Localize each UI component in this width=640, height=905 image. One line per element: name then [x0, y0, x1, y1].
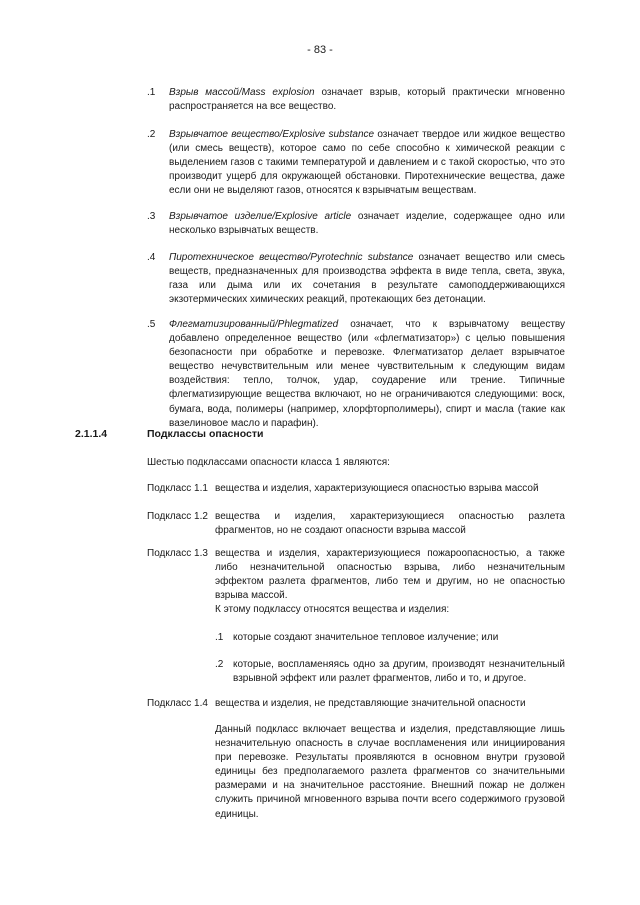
subclass-1-3-intro: К этому подклассу относятся вещества и изделия:: [215, 604, 450, 615]
subclass-text: вещества и изделия, характеризующиеся пожароопасностью, а также либо незначительной опасностью взрыва, либо незначительным эффектом разлета фрагментов, либо тем и другим, но не опасностью взрыва массой.: [215, 548, 565, 602]
subclass-1-2: [147, 510, 565, 538]
subclass-1-3-item-1: [215, 631, 565, 645]
subclass-label: Подкласс 1.2: [147, 511, 208, 522]
definition-text: означает взрыв, который практически мгновенно распространяется на все вещество.: [169, 87, 565, 113]
definition-number: .3: [147, 211, 156, 222]
definition-term: Взрывчатое изделие/Explosive article: [169, 211, 352, 222]
definition-2: [147, 128, 565, 198]
item-text: которые, воспламеняясь одно за другим, производят незначительный взрывной эффект или разлет фрагментов, либо и то, и другое.: [233, 659, 565, 685]
definition-number: .5: [147, 319, 156, 330]
section-number: 2.1.1.4: [75, 428, 108, 440]
subclass-text: вещества и изделия, характеризующиеся опасностью взрыва массой: [215, 483, 539, 494]
section-title: Подклассы опасности: [147, 428, 264, 440]
definition-4: [147, 251, 565, 307]
definition-text: означает вещество или смесь веществ, предназначенных для производства эффекта в виде тепла, света, звука, газа или дыма или их сочетания в результате самоподдерживающихся экзотермических химических реакций, протекающих без детонации.: [169, 252, 566, 306]
definition-3: [147, 210, 565, 238]
subclass-1-3: [147, 547, 565, 603]
definition-term: Флегматизированный/Phlegmatized: [169, 319, 339, 330]
subclass-1-4: [147, 697, 565, 711]
definition-term: Взрыв массой/Mass explosion: [169, 87, 315, 98]
definition-5: [147, 318, 565, 431]
subclass-1-1: [147, 482, 565, 496]
subclass-1-4-description: Данный подкласс включает вещества и изделия, представляющие лишь незначительную опасность в случае воспламенения или инициирования при перевозке. Результаты проявляются в основном внутри грузовой единицы без предполагаемого разлета фрагментов со значительными размерами и на значительное расстояние. Внешний пожар не должен служить причиной мгновенного взрыва почти всего содержимого грузовой единицы.: [215, 724, 565, 820]
subclass-label: Подкласс 1.1: [147, 483, 208, 494]
subclass-1-3-item-2: [215, 658, 565, 686]
page-number: - 83 -: [307, 44, 333, 56]
subclass-label: Подкласс 1.3: [147, 548, 208, 559]
definition-number: .2: [147, 129, 156, 140]
definition-1: [147, 86, 565, 114]
item-number: .1: [215, 632, 224, 643]
definition-term: Пиротехническое вещество/Pyrotechnic substance: [169, 252, 414, 263]
definition-number: .1: [147, 87, 156, 98]
item-number: .2: [215, 659, 224, 670]
definition-number: .4: [147, 252, 156, 263]
item-text: которые создают значительное тепловое излучение; или: [233, 632, 499, 643]
subclass-label: Подкласс 1.4: [147, 698, 208, 709]
definition-term: Взрывчатое вещество/Explosive substance: [169, 129, 375, 140]
definition-text: означает изделие, содержащее одно или несколько взрывчатых веществ.: [169, 211, 565, 237]
definition-text: означает, что к взрывчатому веществу добавлено определенное вещество (или «флегматизатор») с целью повышения безопасности при обработке и перевозке. Флегматизатор делает взрывчатое вещество нечувствительным или менее чувствительным к следующим видам воздействия: тепло, толчок, удар, соударение или трение. Типичные флегматизирующие вещества включают, но не ограничиваются следующими: воск, бумага, вода, полимеры (например, хлорфторполимеры), спирт и масла (такие как вазелиновое масло и парафин).: [169, 319, 565, 429]
section-intro: Шестью подклассами опасности класса 1 являются:: [147, 457, 390, 468]
subclass-text: вещества и изделия, не представляющие значительной опасности: [215, 698, 526, 709]
definition-text: означает твердое или жидкое вещество (или смесь веществ), которое само по себе способно к химической реакции с выделением газов с такими температурой и давлением и с такой скоростью, что это производит ущерб для окружающей обстановки. Пиротехнические вещества, даже если они не выделяют газов, относятся к взрывчатым веществам.: [169, 129, 565, 197]
subclass-text: вещества и изделия, характеризующиеся опасностью разлета фрагментов, но не создают опасности взрыва массой: [215, 511, 565, 537]
